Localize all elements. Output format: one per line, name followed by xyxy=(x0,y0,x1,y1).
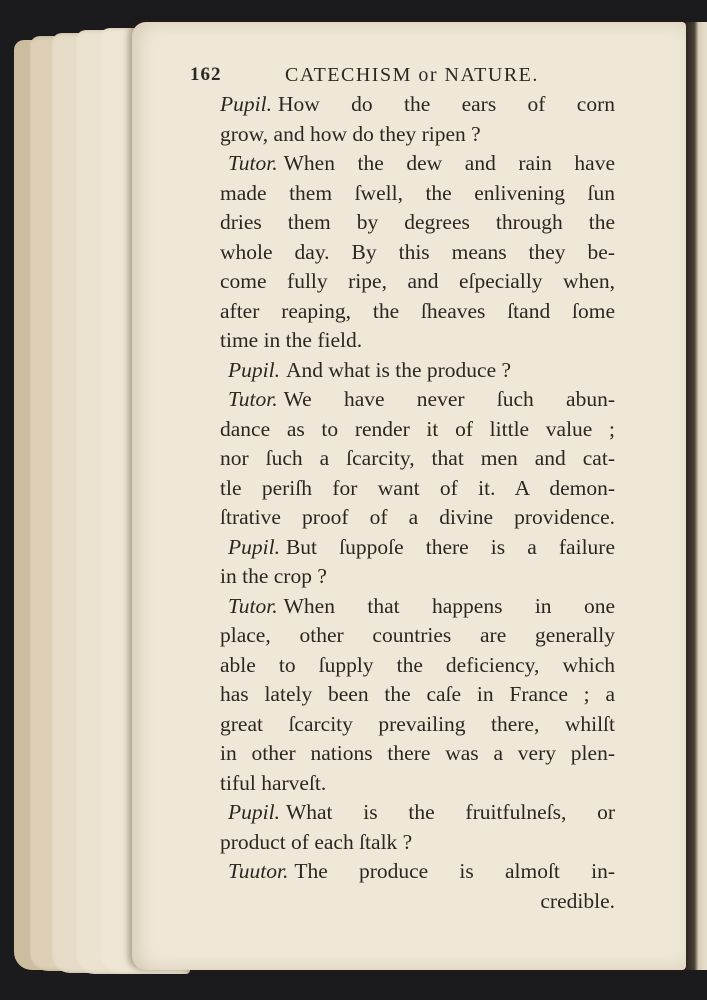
line-text: able to ſupply the deficiency, which xyxy=(220,652,615,677)
line-text: great ſcarcity prevailing there, whilſt xyxy=(220,711,615,736)
text-line xyxy=(220,444,615,474)
line-text: tle periſh for want of it. A demon- xyxy=(220,475,615,500)
text-line xyxy=(220,828,615,858)
text-line xyxy=(220,326,615,356)
text-line xyxy=(220,208,615,238)
text-line xyxy=(220,680,615,710)
line-text: time in the field. xyxy=(220,328,363,352)
text-line xyxy=(220,267,615,297)
text-line xyxy=(220,503,615,533)
line-text: When the dew and rain have xyxy=(283,151,615,175)
speaker-label: Pupil. xyxy=(228,357,280,382)
line-text: When that happens in one xyxy=(283,593,615,618)
line-text: after reaping, the ſheaves ſtand ſome xyxy=(220,298,615,323)
line-text: And what is the produce ? xyxy=(285,357,512,382)
speaker-label: Pupil. xyxy=(228,800,280,824)
body-text xyxy=(220,90,615,916)
speaker-label: Tuutor. xyxy=(228,859,289,883)
line-text: grow, and how do they ripen ? xyxy=(220,121,481,146)
page-number: 162 xyxy=(190,64,222,85)
text-line xyxy=(220,297,615,327)
line-text: in other nations there was a very plen- xyxy=(220,741,615,765)
text-line xyxy=(220,739,615,769)
line-text: What is the fruitfulneſs, or xyxy=(285,800,615,824)
text-line xyxy=(220,562,615,592)
text-line xyxy=(220,769,615,799)
text-line xyxy=(220,149,615,179)
line-text: nor ſuch a ſcarcity, that men and cat- xyxy=(220,446,615,470)
speaker-label: Pupil. xyxy=(220,92,272,116)
line-text: We have never ſuch abun- xyxy=(283,387,615,411)
text-line xyxy=(220,474,615,504)
speaker-label: Tutor. xyxy=(228,593,278,618)
line-text: come fully ripe, and eſpecially when, xyxy=(220,269,615,293)
text-line xyxy=(220,798,615,828)
text-line xyxy=(220,120,615,150)
speaker-label: Tutor. xyxy=(228,151,278,175)
text-line xyxy=(220,710,615,740)
line-text: The produce is almoſt in- xyxy=(294,859,615,883)
line-text: ſtrative proof of a divine providence. xyxy=(220,505,615,529)
text-line xyxy=(220,90,615,120)
line-text: How do the ears of corn xyxy=(277,92,615,116)
text-line xyxy=(220,385,615,415)
line-text: product of each ſtalk ? xyxy=(220,829,413,854)
speaker-label: Pupil. xyxy=(228,534,280,559)
text-line xyxy=(220,651,615,681)
line-text: tiful harveſt. xyxy=(220,770,327,795)
running-title: CATECHISM or NATURE. xyxy=(285,64,539,86)
line-text: has lately been the caſe in France ; a xyxy=(220,682,615,706)
book-gutter xyxy=(686,22,707,970)
line-text: dries them by degrees through the xyxy=(220,210,615,234)
text-line xyxy=(220,179,615,209)
speaker-label: Tutor. xyxy=(228,387,278,411)
line-text: But ſuppoſe there is a failure xyxy=(285,534,615,559)
text-line xyxy=(220,887,615,917)
line-text: place, other countries are generally xyxy=(220,623,615,647)
text-line xyxy=(220,621,615,651)
line-text: dance as to render it of little value ; xyxy=(220,416,615,441)
line-text: credible. xyxy=(540,888,615,913)
line-text: in the crop ? xyxy=(220,564,327,588)
text-line xyxy=(220,415,615,445)
text-line xyxy=(220,533,615,563)
text-line xyxy=(220,356,615,386)
line-text: whole day. By this means they be- xyxy=(220,239,615,264)
text-line xyxy=(220,857,615,887)
text-line xyxy=(220,238,615,268)
line-text: made them ſwell, the enlivening ſun xyxy=(220,180,615,205)
running-head xyxy=(190,64,600,88)
text-line xyxy=(220,592,615,622)
